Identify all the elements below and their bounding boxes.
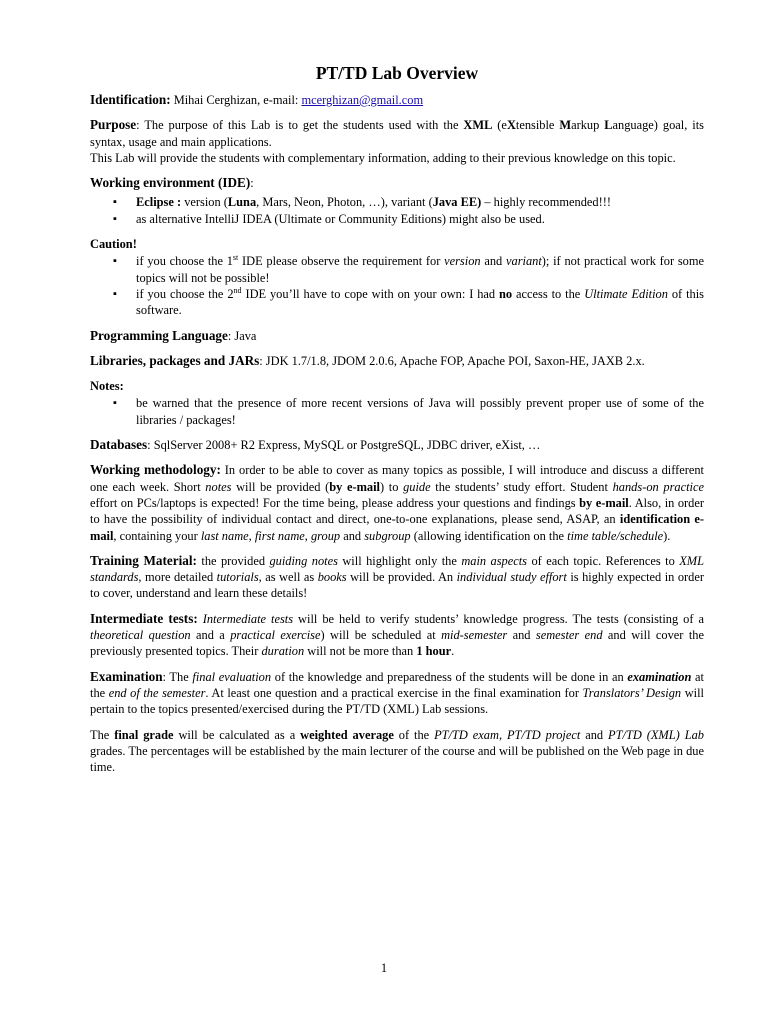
list-item: ▪ if you choose the 2nd IDE you’ll have to cope with on your own: I had no access to the Ultimate Edition of this software. (136, 286, 704, 319)
libraries-paragraph: Libraries, packages and JARs: JDK 1.7/1.8, JDOM 2.0.6, Apache FOP, Apache POI, Saxon-HE, JAXB 2.x. (90, 352, 645, 368)
language-paragraph: Programming Language: Java (90, 327, 257, 343)
list-item: ▪ as alternative IntelliJ IDEA (Ultimate or Community Editions) might also be used. (136, 211, 704, 227)
page-number: 1 (380, 961, 388, 975)
email-link[interactable]: mcerghizan@gmail.com (301, 93, 424, 107)
databases-paragraph: Databases: SqlServer 2008+ R2 Express, MySQL or PostgreSQL, JDBC driver, eXist, … (90, 437, 541, 453)
notes-heading: Notes: (90, 379, 124, 394)
ide-heading: Working environment (IDE): (90, 175, 254, 191)
purpose-label: Purpose (90, 117, 137, 133)
caution-heading: Caution! (90, 237, 137, 252)
notes-list (90, 395, 704, 428)
purpose-paragraph: Purpose: The purpose of this Lab is to get the students used with the XML (eXtensible Markup Language) goal, its syntax, usage and main applications. This Lab will provide the students with complementary information, adding to their previous knowledge on this topic. (90, 117, 704, 165)
page-title: PT/TD Lab Overview (315, 63, 479, 83)
list-item: ▪ be warned that the presence of more recent versions of Java will possibly prevent proper use of some of the libraries / packages! (136, 395, 704, 428)
caution-list (90, 253, 704, 318)
examination-paragraph: Examination: The final evaluation of the knowledge and preparedness of the students will be done in an examination at the end of the semester. At least one question and a practical exercise in the final examination for Translators’ Design will pertain to the topics presented/exercised during the PT/TD (XML) Lab sessions. (90, 668, 704, 717)
ide-list (90, 194, 704, 227)
training-paragraph: Training Material: the provided guiding notes will highlight only the main aspects of each topic. References to XML standards, more detailed tutorials, as well as books will be provided. An individual study effort is highly expected in order to cover, understand and learn these details! (90, 552, 704, 601)
identification-label: Identification: (90, 92, 171, 107)
identification-paragraph: Identification: Mihai Cerghizan, e-mail: mcerghizan@gmail.com (90, 92, 424, 107)
methodology-paragraph: Working methodology: In order to be able to cover as many topics as possible, I will introduce and discuss a different one each week. Short notes will be provided (by e-mail) to guide the students’ study effort. Student hands-on practice effort on PCs/laptops is expected! For the time being, please address your questions and findings by e-mail. Also, in order to have the possibility of individual contact and direct, one-to-one explanations, please send, ASAP, an identification e-mail, containing your last name, first name, group and subgroup (allowing identification on the time table/schedule). (90, 462, 705, 543)
grade-paragraph: The final grade will be calculated as a weighted average of the PT/TD exam, PT/TD project and PT/TD (XML) Lab grades. The percentages will be established by the main lecturer of the course and will be published on the Web page in due time. (90, 727, 704, 775)
list-item: ▪ Eclipse : version (Luna, Mars, Neon, Photon, …), variant (Java EE) – highly recommended!!! (136, 194, 704, 210)
document-body (90, 62, 704, 784)
intermediate-paragraph: Intermediate tests: Intermediate tests will be held to verify students’ knowledge progress. The tests (consisting of a theoretical question and a practical exercise) will be scheduled at mid-semester and semester end and will cover the previously presented topics. Their duration will not be more than 1 hour. (90, 610, 704, 659)
list-item: ▪ if you choose the 1st IDE please observe the requirement for version and variant); if not practical work for some topics will not be possible! (136, 253, 704, 286)
